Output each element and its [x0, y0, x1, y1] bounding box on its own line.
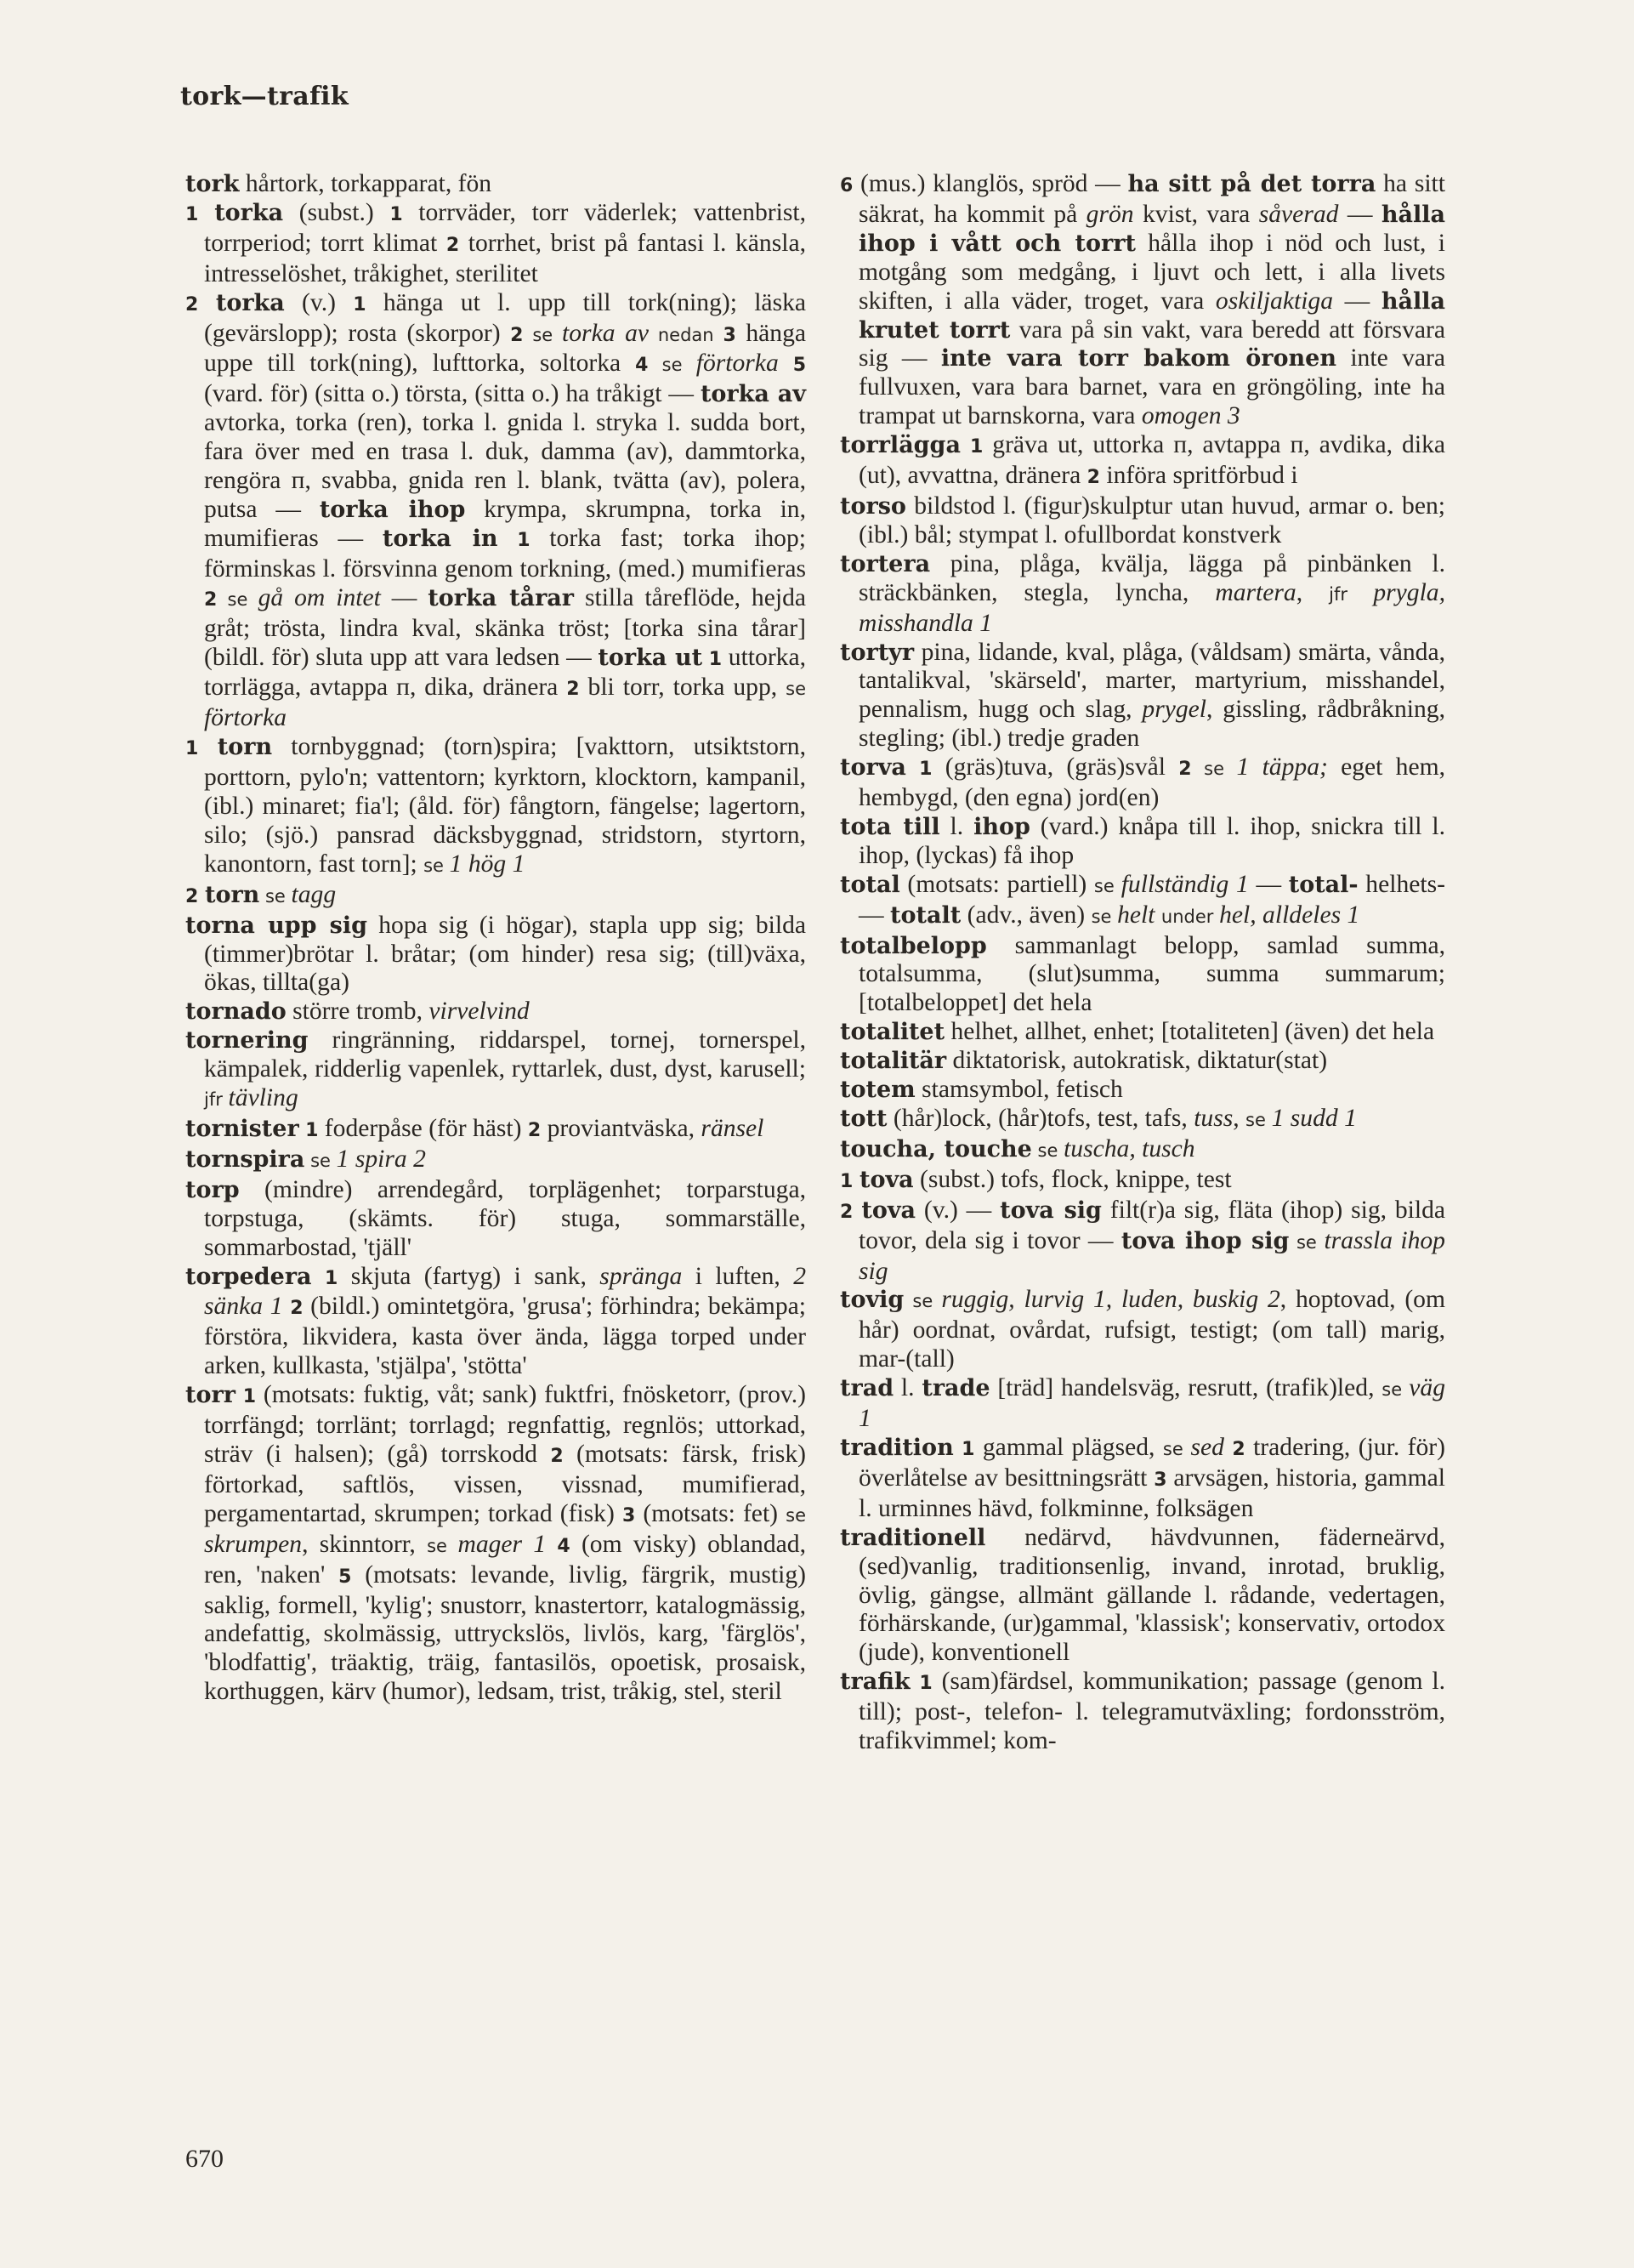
dictionary-entry: [185, 1115, 806, 1145]
headword: inte vara torr bakom öronen: [940, 345, 1336, 372]
dictionary-entry: [185, 289, 806, 734]
headword: tova ihop sig: [1121, 1227, 1290, 1254]
dictionary-entry: [840, 1047, 1445, 1076]
headword: torp: [185, 1176, 240, 1203]
entry-text: (vard. för) (sitta o.) törsta, (sitta o.) ha tråkigt —: [204, 380, 701, 408]
headword: toucha, touche: [840, 1135, 1032, 1162]
headword: trad: [840, 1375, 894, 1402]
entry-text: torka fast; torka ihop; förminskas l. försvinna genom torkning, (med.) mumifieras: [204, 524, 806, 583]
entry-text: under: [1160, 906, 1220, 927]
headword: tott: [840, 1106, 888, 1132]
dictionary-entry: [840, 1434, 1445, 1524]
entry-text: skrumpen: [204, 1530, 303, 1558]
entry-text: 1 spira 2: [336, 1145, 426, 1173]
entry-text: 1: [242, 1386, 257, 1408]
headword: torpedera: [185, 1263, 312, 1290]
entry-text: kvist, vara: [1133, 200, 1259, 228]
entry-text: torrväder, torr väderlek; vattenbrist, torrperiod; torrt klimat: [204, 198, 806, 257]
dictionary-entry: [840, 431, 1445, 492]
dictionary-entry: [840, 1166, 1445, 1197]
entry-text: vara på sin vakt, vara beredd att försvara sig —: [859, 315, 1445, 372]
entry-text: förtorka: [695, 350, 779, 378]
entry-text: tradering, (jur. för) överlåtelse av besittningsrätt: [859, 1433, 1446, 1492]
headword: torr: [185, 1382, 235, 1409]
entry-text: se: [259, 885, 292, 907]
entry-text: virvelvind: [428, 998, 530, 1026]
entry-text: se: [423, 855, 450, 876]
headword: total: [840, 871, 900, 898]
entry-text: se: [1191, 759, 1237, 780]
headword: tova sig: [1000, 1197, 1102, 1224]
entry-text: (motsats: levande, livlig, färgrik, mustig) saklig, formell, 'kylig'; snustorr, knastertorr, katalogmässig, andefattig, skolmässig, uttryckslös, livlös, karg, 'färglös', 'blodfattig', träaktig, träig, fantasilös, opoetisk, prosaisk, korthuggen, kärv (humor), ledsam, trist, tråkig, stel, steril: [204, 1560, 807, 1706]
entry-text: 2: [566, 679, 580, 701]
entry-text: (mus.) klanglös, spröd —: [853, 170, 1128, 197]
headword: torka tårar: [428, 584, 575, 611]
headword: torka ut: [598, 644, 703, 671]
headword: totalbelopp: [840, 932, 987, 959]
headword: tovig: [840, 1287, 905, 1314]
entry-text: inte vara fullvuxen, vara bara barnet, vara en gröngöling, inte ha trampat ut barnskorna, vara: [859, 344, 1445, 430]
entry-text: krympa, skrumpna, torka in, mumifieras —: [204, 495, 806, 552]
entry-text: l.: [939, 812, 974, 840]
entry-text: tuss: [1194, 1105, 1234, 1132]
entry-text: 1 hög 1: [449, 850, 525, 878]
left-column: [185, 170, 806, 1707]
entry-text: [702, 644, 709, 671]
headword: tornering: [185, 1027, 309, 1054]
entry-text: 2 sänka 1: [204, 1262, 806, 1321]
entry-text: se: [648, 355, 696, 376]
entry-text: väg 1: [859, 1374, 1445, 1433]
entry-text: 3: [1154, 1469, 1167, 1491]
entry-text: se: [1162, 1438, 1191, 1459]
entry-text: [911, 1668, 920, 1695]
headword: tova: [859, 1166, 914, 1193]
entry-text: (motsats: fuktig, våt; sank) fuktfri, fnösketorr, (prov.) torrfängd; torrlänt; torrlagd; regnfattig, regnlös; uttorkad, sträv (i halsen); (gå) torrskodd: [204, 1381, 806, 1468]
headword: torka: [215, 289, 285, 316]
entry-text: [546, 1531, 557, 1558]
entry-text: (om visky) oblandad, ren, 'naken': [204, 1530, 806, 1589]
entry-text: 2: [185, 293, 216, 315]
entry-text: 2: [290, 1298, 304, 1320]
entry-text: hålla ihop i nöd och lust, i motgång som medgång, i ljuvt och lett, i alla livets skiften, i alla väder, troget, vara: [859, 229, 1445, 315]
headword: torva: [840, 754, 906, 782]
entry-text: pina, plåga, kvälja, lägga på pinbänken l. sträckbänken, stegla, lyncha,: [859, 549, 1445, 606]
entry-text: prygel: [1142, 696, 1207, 724]
entry-text: pina, lidande, kval, plåga, (våldsam) smärta, vånda, tantalikval, 'skärseld', marter, martyrium, misshandel, pennalism, hugg och slag,: [859, 638, 1445, 724]
entry-text: 1: [919, 1673, 933, 1695]
headword: tortyr: [840, 639, 915, 666]
headword: torna upp sig: [185, 912, 368, 939]
entry-text: hårtork, torkapparat, fön: [239, 170, 492, 197]
entry-text: (mindre) arrendegård, torplägenhet; torparstuga, torpstuga, (skämts. för) stuga, sommarställe, sommarbostad, 'tjäll': [204, 1175, 806, 1261]
headword: ha sitt på det torra: [1127, 171, 1376, 197]
entry-text: hänga uppe till tork(ning), lufttorka, soltorka: [204, 319, 806, 378]
headword: total-: [1288, 871, 1359, 898]
right-column: [840, 170, 1445, 1756]
dictionary-entry: [840, 170, 1445, 431]
dictionary-entry: [185, 1263, 806, 1382]
entry-text: [779, 350, 793, 377]
entry-text: mager 1: [457, 1530, 547, 1558]
entry-text: [497, 525, 517, 552]
entry-text: ha sitt säkrat, ha kommit på: [859, 170, 1445, 228]
entry-text: nedan: [649, 324, 723, 345]
entry-text: —: [1248, 870, 1289, 898]
headword: torso: [840, 492, 906, 520]
entry-text: gå om intet: [258, 583, 381, 611]
entry-text: 1: [185, 738, 218, 760]
dictionary-entry: [840, 492, 1445, 550]
entry-text: proviantväska,: [541, 1115, 701, 1142]
entry-text: se: [523, 324, 563, 345]
entry-text: ränsel: [701, 1115, 764, 1142]
entry-text: 2: [185, 885, 205, 907]
entry-text: (motsats: färsk, frisk) förtorkad, saftlös, vissen, vissnad, mumifierad, pergamentartad, skrumpen; torkad (fisk): [204, 1440, 807, 1527]
entry-text: 2: [527, 1120, 542, 1141]
headword: tornado: [185, 998, 287, 1026]
dictionary-entry: [185, 1026, 806, 1115]
entry-text: 2: [445, 234, 460, 256]
entry-text: större tromb,: [286, 998, 429, 1026]
entry-text: bildstod l. (figur)skulptur utan huvud, armar o. ben; (ibl.) bål; stympat l. ofullbordat konstverk: [859, 492, 1445, 549]
entry-text: (v.): [284, 288, 354, 316]
entry-text: gräva ut, uttorka ᴨ, avtappa ᴨ, avdika, dika (ut), avvattna, dränera: [859, 431, 1445, 490]
entry-text: [träd] handelsväg, resrutt, (trafik)led,: [990, 1374, 1382, 1402]
entry-text: trassla ihop sig: [859, 1226, 1445, 1285]
entry-text: förtorka: [204, 704, 287, 732]
entry-text: se: [786, 679, 806, 700]
entry-text: filt(r)a sig, fläta (ihop) sig, bilda tovor, dela sig i tovor —: [859, 1196, 1446, 1254]
headword: traditionell: [840, 1524, 986, 1551]
entry-text: 1: [324, 1267, 338, 1289]
headword: tradition: [840, 1434, 954, 1461]
entry-text: se: [1091, 906, 1118, 927]
dictionary-entry: [840, 932, 1445, 1019]
entry-text: torka av: [562, 319, 650, 347]
entry-text: se: [1245, 1110, 1272, 1130]
dictionary-entry: [840, 1374, 1445, 1434]
entry-text: (gräs)tuva, (gräs)svål: [932, 753, 1179, 782]
entry-text: införa spritförbud i: [1099, 462, 1298, 490]
entry-text: såverad: [1258, 200, 1339, 228]
entry-text: se: [904, 1291, 942, 1312]
entry-text: 2: [840, 1201, 862, 1223]
entry-text: (vard.) knåpa till l. ihop, snickra till l. ihop, (lyckas) få ihop: [859, 812, 1445, 869]
entry-text: —: [1333, 287, 1382, 315]
entry-text: gammal plägsed,: [974, 1433, 1163, 1461]
entry-text: hel, alldeles 1: [1219, 901, 1360, 929]
entry-text: i luften,: [682, 1262, 794, 1290]
entry-text: —: [1338, 200, 1382, 228]
entry-text: stilla tåreflöde, hejda gråt; trösta, lindra kval, skänka tröst; [torka sina tårar] (bildl. för) sluta upp att vara ledsen —: [204, 583, 806, 671]
entry-text: helhets- —: [859, 870, 1445, 929]
headword: torn: [204, 881, 260, 908]
headword: tornspira: [185, 1145, 305, 1173]
entry-text: 1: [305, 1120, 319, 1141]
entry-text: (motsats: fet): [635, 1499, 786, 1527]
entry-text: uttorka, torrlägga, avtappa ᴨ, dika, dränera: [204, 643, 807, 702]
entry-text: prygla, misshandla 1: [859, 578, 1445, 637]
headword: tova: [861, 1197, 916, 1224]
entry-text: ruggig, lurvig 1, luden, buskig 2: [941, 1286, 1280, 1314]
entry-text: helt: [1117, 901, 1155, 929]
entry-text: helhet, allhet, enhet; [totaliteten] (även) det hela: [945, 1018, 1435, 1046]
entry-text: 1: [353, 293, 366, 315]
entry-text: [1224, 1434, 1232, 1461]
headword: totalitet: [840, 1019, 945, 1046]
entry-text: [906, 753, 919, 781]
entry-text: tuscha, tusch: [1064, 1134, 1195, 1162]
dictionary-entry: [185, 733, 806, 881]
entry-text: tagg: [291, 880, 337, 908]
entry-text: sed: [1190, 1433, 1224, 1461]
entry-text: bli torr, torka upp,: [579, 674, 786, 702]
dictionary-entry: [840, 1524, 1445, 1668]
entry-text: 5: [792, 355, 806, 377]
entry-text: , gissling, rådbråkning, stegling; (ibl.) tredje graden: [859, 696, 1445, 753]
entry-text: se: [1382, 1379, 1410, 1401]
entry-text: 2: [204, 588, 218, 611]
entry-text: omogen 3: [1141, 402, 1240, 430]
entry-text: jfr: [204, 1089, 229, 1111]
entry-text: torrhet, brist på fantasi l. känsla, intresselöshet, tråkighet, sterilitet: [204, 229, 806, 287]
dictionary-entry: [185, 199, 806, 289]
entry-text: se: [786, 1504, 806, 1526]
headword: hålla krutet torrt: [859, 287, 1445, 344]
entry-text: (subst.): [283, 198, 390, 226]
entry-text: se: [304, 1150, 337, 1171]
entry-text: 2: [510, 324, 524, 346]
headword: totem: [840, 1077, 916, 1104]
entry-text: 3: [723, 324, 736, 346]
headword: torka: [214, 199, 284, 226]
entry-text: —: [380, 583, 428, 611]
headword: trade: [922, 1375, 990, 1402]
headword: tork: [185, 171, 240, 197]
entry-text: 5: [338, 1566, 352, 1588]
entry-text: (subst.) tofs, flock, knippe, test: [913, 1165, 1232, 1193]
entry-text: avtorka, torka (ren), torka l. gnida l. stryka l. sudda bort, fara över med en trasa l. duk, damma (av), dammtorka, rengöra ᴨ, svabba, gnida ren l. blank, tvätta (av), polera, putsa —: [204, 409, 806, 523]
entry-text: ,: [1233, 1105, 1246, 1132]
entry-text: se: [1289, 1231, 1325, 1253]
entry-text: [235, 1381, 243, 1408]
headword: ihop: [973, 813, 1030, 840]
dictionary-entry: [185, 1381, 806, 1707]
dictionary-entry: [840, 753, 1445, 813]
entry-text: 2: [550, 1445, 564, 1467]
dictionary-entry: [840, 639, 1445, 754]
dictionary-entry: [840, 1076, 1445, 1105]
entry-text: skjuta (fartyg) i sank,: [338, 1262, 600, 1290]
entry-text: nedärvd, hävdvunnen, fädernеärvd, (sed)vanlig, traditionsenlig, invand, inrotad, bruklig, övlig, gängse, allmänt gällande l. rådande, vedertagen, förhärskande, (ur)gammal, 'klassisk'; konservativ, ortodox (jude), konventionell: [859, 1523, 1445, 1667]
headword: torn: [217, 734, 273, 761]
entry-text: 2: [1232, 1438, 1245, 1460]
headword: torrlägga: [840, 432, 961, 459]
entry-text: (adv., även): [961, 901, 1092, 929]
dictionary-entry: [840, 1105, 1445, 1135]
entry-text: tävling: [228, 1084, 298, 1112]
entry-text: (v.) —: [916, 1196, 1001, 1224]
entry-text: ,: [1296, 578, 1330, 606]
entry-text: tornbyggnad; (torn)spira; [vakttorn, utsiktstorn, porttorn, pylo'n; vattentorn; kyrktorn, klocktorn, kampanil, (ibl.) minaret; fia'l; (åld. för) fångtorn, fängelse; lagertorn, silo; (sjö.) pansrad däcksbyggnad, stridstorn, styrtorn, kanontorn, fast torn];: [204, 733, 806, 878]
entry-text: se: [1093, 875, 1121, 896]
entry-text: oskiljaktiga: [1215, 287, 1334, 315]
headword: trafik: [840, 1668, 911, 1696]
entry-text: se: [1031, 1140, 1064, 1161]
entry-text: diktatorisk, autokratisk, diktatur(stat): [946, 1047, 1328, 1075]
headword: torka ihop: [319, 496, 466, 523]
entry-text: [954, 1434, 962, 1461]
entry-text: 1: [185, 203, 215, 225]
page-number: 670: [185, 2145, 224, 2173]
dictionary-entry: [185, 881, 806, 912]
entry-text: 1: [962, 1438, 975, 1460]
entry-text: 4: [635, 355, 649, 377]
entry-text: 1: [919, 759, 933, 781]
entry-text: 3: [621, 1504, 636, 1526]
entry-text: [312, 1263, 325, 1290]
entry-text: jfr: [1329, 583, 1374, 605]
entry-text: 2: [1178, 759, 1192, 781]
entry-text: (sam)färdsel, kommunikation; passage (genom l. till); post-, telefon- l. telegramutväxling; fordonsström, trafikvimmel; kom-: [859, 1668, 1445, 1755]
headword: hålla ihop i vått och torrt: [859, 201, 1446, 257]
entry-text: [961, 431, 970, 458]
headword: tortera: [840, 550, 931, 577]
entry-text: [283, 1293, 291, 1320]
entry-text: sammanlagt belopp, samlad summa, totalsumma, (slut)summa, summa summarum; [totalbeloppet] det hela: [859, 931, 1445, 1017]
entry-text: [1155, 901, 1161, 929]
entry-text: (motsats: partiell): [899, 870, 1094, 898]
dictionary-entry: [840, 1135, 1445, 1166]
dictionary-entry: [840, 1018, 1445, 1047]
entry-text: se: [217, 588, 258, 610]
dictionary-entry: [840, 1668, 1445, 1756]
entry-text: grön: [1086, 200, 1134, 228]
entry-text: 4: [557, 1535, 570, 1557]
entry-text: hopa sig (i högar), stapla upp sig; bilda (timmer)brötar l. bråtar; (om hinder) resa sig; (till)växa, ökas, tillta(ga): [204, 911, 807, 997]
entry-text: l.: [894, 1374, 922, 1402]
entry-text: , hoptovad, (om hår) oordnat, ovårdat, rufsigt, testigt; (om tall) marig, mar-(tall): [859, 1286, 1445, 1373]
dictionary-entry: [185, 998, 806, 1026]
entry-text: 1 täppa;: [1236, 753, 1328, 782]
entry-text: (bildl.) omintetgöra, 'grusa'; förhindra; bekämpa; förstöra, likvidera, kasta över ända, lägga torped under arken, kullkasta, 'stjälpa', 'stötta': [204, 1293, 806, 1380]
entry-text: , skinntorr,: [302, 1530, 428, 1558]
entry-text: martera: [1215, 578, 1296, 606]
dictionary-entry: [185, 1176, 806, 1263]
entry-text: (hår)lock, (hår)tofs, test, tafs,: [887, 1105, 1194, 1132]
headword: tota till: [840, 813, 940, 840]
entry-text: arvsägen, historia, gammal l. urminnes hävd, folkminne, folksägen: [859, 1464, 1445, 1522]
running-head: tork—trafik: [180, 82, 349, 111]
entry-text: [299, 1115, 305, 1142]
dictionary-entry: [840, 550, 1445, 639]
headword: tornister: [185, 1116, 299, 1142]
entry-text: ringränning, riddarspel, tornej, tornerspel, kämpalek, ridderlig vapenlek, ryttarlek, dust, dyst, karusell;: [204, 1026, 806, 1083]
dictionary-entry: [185, 1145, 806, 1176]
dictionary-entry: [840, 871, 1445, 932]
entry-text: 1: [389, 203, 403, 225]
headword: totalitär: [840, 1048, 947, 1075]
headword: totalt: [890, 901, 962, 929]
entry-text: 2: [1086, 467, 1100, 489]
entry-text: 1: [969, 436, 984, 458]
entry-text: fullständig 1: [1121, 870, 1249, 898]
entry-text: hänga ut l. upp till tork(ning); läska (gevärslopp); rosta (skorpor): [204, 288, 807, 347]
entry-text: stamsymbol, fetisch: [915, 1076, 1123, 1104]
entry-text: se: [427, 1535, 458, 1556]
dictionary-entry: [185, 170, 806, 199]
dictionary-entry: [185, 912, 806, 998]
dictionary-entry: [840, 1286, 1445, 1374]
dictionary-entry: [840, 813, 1445, 871]
dictionary-entry: [840, 1197, 1445, 1287]
entry-text: eget hem, hembygd, (den egna) jord(en): [859, 753, 1446, 812]
entry-text: 6: [840, 175, 854, 196]
entry-text: 1 sudd 1: [1271, 1105, 1357, 1132]
entry-text: foderpåse (för häst): [318, 1115, 528, 1142]
entry-text: spränga: [599, 1262, 683, 1290]
entry-text: 1: [840, 1170, 860, 1192]
entry-text: 1: [517, 529, 530, 551]
headword: torka in: [382, 525, 498, 552]
headword: torka av: [700, 381, 806, 408]
entry-text: 1: [708, 648, 723, 670]
